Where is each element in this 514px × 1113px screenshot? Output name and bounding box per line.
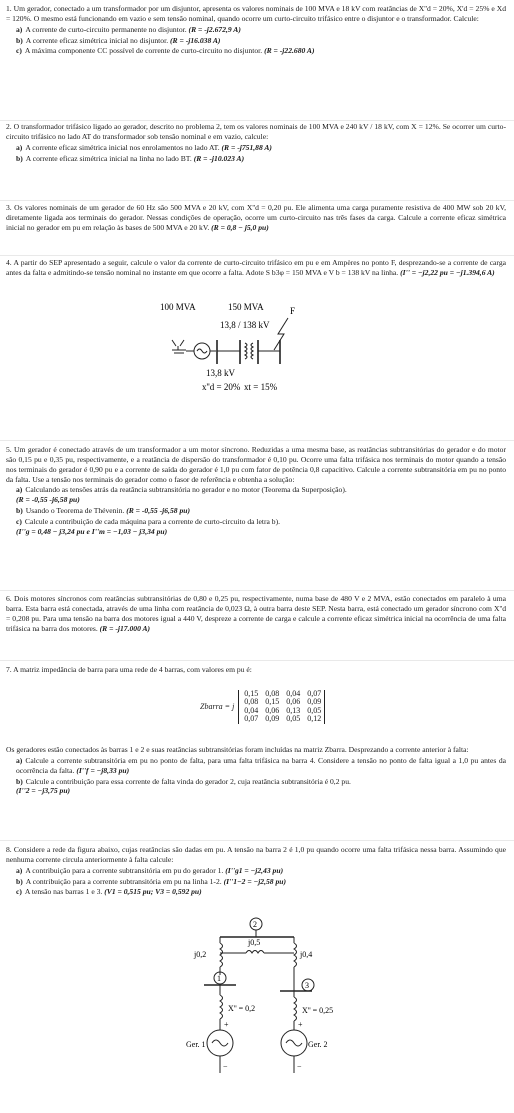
sep-diagram-problem-4 [150,298,370,438]
matrix-row: 0,04 0,06 0,13 0,05 [244,705,322,715]
problem-8-text: 8. Considere a rede da figura abaixo, cujas reatâncias são dadas em pu. A tensão na barra 2 é 1,0 pu quando ocorre uma falta trifásica nessa barra. Assumindo que nenhuma corrente circula anteriormente à falta calcule: [6,845,506,864]
network-diagram-problem-8 [186,915,340,1110]
generator-2-label: Ger. 2 [308,1040,328,1049]
ruled-line [0,440,514,441]
generator-icon [194,343,216,359]
problem-1-text: 1. Um gerador, conectado a um transformador por um disjuntor, apresenta os valores nominais de 100 MVA e 18 kV com reatâncias de X''d = 20%, X'd = 25% e Xd = 120%. O mesmo está funcionando em vazio e sem tensão nominal, quando ocorre um curto-circuito trifásico entre o disjuntor e o transformador. Calcule: [6,4,506,23]
problem-1-item-a: a) A corrente de curto-circuito permanente no disjuntor. (R = -j2.672,9 A) [16,24,241,34]
problem-4-answer: (I'' = −j2,22 pu = −j1.394,6 A) [400,267,495,277]
problem-2-item-a: a) A corrente eficaz simétrica inicial nos enrolamentos no lado AT. (R = -j751,88 A) [16,142,272,152]
problem-6-text: 6. Dois motores síncronos com reatâncias subtransitórias de 0,80 e 0,25 pu, respectivamente, numa base de 480 V e 2 MVA, estão conectados em paralelo à uma barra. Esta barra está conectada, através de uma linha com reatância de 0,023 Ω, à outra barra deste SEP. Nesta barra, está conectado um gerador síncrono com X''d = 0,208 pu. Para uma tensão na barra dos motores igual a 440 V, despreze a corrente de carga e calcule a corrente eficaz simétrica inicial na ocorrência de uma falta trifásica na barra dos motores. [6,594,506,633]
problem-2-text: 2. O transformador trifásico ligado ao gerador, descrito no problema 2, tem os valores nominais de 100 MVA e 240 kV / 18 kV, com X = 12%. Se ocorrer um curto-circuito trifásico no lado AT do transformador sob tensão nominal e em vazio, calcule: [6,122,506,141]
problem-5-item-a: a) Calculando as tensões atrás da reatância subtransitória no gerador e no motor (Teorema da Superposição). (R = -0,55 -j6,58 pu) [16,485,347,505]
generator-2-plus: + [298,1020,303,1029]
problem-7-continued [6,745,506,796]
problem-5-text: 5. Um gerador é conectado através de um transformador a um motor síncrono. Reduzidas a uma mesma base, as reatâncias subtransitórias do gerador e do motor são 0,15 pu e 0,35 pu, respectivamente, e a reatância de dispersão do transformador é 0,10 pu. Ocorre uma falta trifásica nos terminais do motor quando a tensão nos terminais do gerador é 0,90 pu e a corrente de saída do gerador é 1,0 pu com fator de potência 0,8 capacitivo. Calcule a corrente subtransitória em pu no ponto da falta. Use a tensão nos terminais do gerador como o fasor de referência e obtenha a solução: [6,445,506,484]
generator-1-plus: + [224,1020,229,1029]
bus-3-label: 3 [305,981,309,990]
problem-8-item-c: c) A tensão nas barras 1 e 3. (V1 = 0,515 pu; V3 = 0,592 pu) [16,887,202,897]
transformer-icon [240,340,258,364]
problem-4-text: 4. A partir do SEP apresentado a seguir, calcule o valor da corrente de curto-circuito trifásico em pu e em Ampères no ponto F, desprezando-se a corrente de carga antes da falta e admitindo-se tensão nominal no instante em que ocorre a falta. Adote S b3φ = 150 MVA e V b = 138 kV na linha. [6,258,506,277]
problem-3 [6,203,506,233]
problem-1-item-c: c) A máxima componente CC possível de corrente de curto-circuito no disjuntor. (R = -j22.680 A) [16,46,315,56]
inductor-icon [246,951,264,954]
generator-2-minus: − [297,1062,302,1071]
inductor-icon [294,997,297,1021]
matrix-body [238,690,325,724]
bus-2-label: 2 [253,920,257,929]
problem-4 [6,258,506,278]
transformer-voltage-label: 13,8 / 138 kV [220,320,270,330]
ground-icon [172,340,194,353]
ruled-line [0,120,514,121]
problem-7-item-a: a) Calcule a corrente subtransitória em pu no ponto de falta, para uma falta trifásica na barra 4. Considere a tensão no ponto de falta igual a 1,0 pu antes da ocorrência da falta. (I''f = −j8,33 pu) [16,755,506,775]
inductor-icon [220,943,223,967]
inductor-icon [220,995,223,1019]
problem-2 [6,122,506,163]
fault-point-label: F [290,306,296,316]
generator-1-minus: − [223,1062,228,1071]
problem-7-item-b: b) Calcule a contribuição para essa corrente de falta vinda do gerador 2, cuja reatância subtransitória é 0,2 pu. (I''2 = −j3,75 pu) [16,776,351,796]
inductor-icon [294,943,297,967]
generator-1-label: Ger. 1 [186,1040,206,1049]
problem-5 [6,445,506,537]
bus-1-label: 1 [217,974,221,983]
matrix-row: 0,15 0,08 0,04 0,07 [244,689,322,698]
problem-6-answer: (R = -j17.000 A) [99,623,151,633]
generator-rating-label: 100 MVA [160,302,196,312]
problem-1 [6,4,506,56]
problem-7-after-text: Os geradores estão conectados às barras 1 e 2 e suas reatâncias subtransitórias foram incluídas na matriz Zbarra. Desprezando a corrente anterior à falta: [6,745,469,754]
problem-7-text: 7. A matriz impedância de barra para uma rede de 4 barras, com valores em pu é: [6,665,252,674]
transformer-rating-label: 150 MVA [228,302,264,312]
ruled-line [0,590,514,591]
generator-2-reactance: X'' = 0,25 [302,1006,334,1015]
problem-2-item-b: b) A corrente eficaz simétrica inicial na linha no lado BT. (R = -j10.023 A) [16,153,245,163]
problem-8-item-b: b) A contribuição para a corrente subtransitória em pu na linha 1-2. (I''1−2 = −j2,58 pu) [16,876,287,886]
generator-1-reactance: X'' = 0,2 [228,1004,256,1013]
problem-8-item-a: a) A contribuição para a corrente subtransitória em pu do gerador 1. (I''g1 = −j2,43 pu) [16,865,284,875]
matrix-row: 0,07 0,09 0,05 0,12 [244,714,322,724]
transformer-reactance-label: xt = 15% [244,382,278,392]
line-1-2-reactance: j0,5 [248,938,261,947]
problem-1-item-b: b) A corrente eficaz simétrica inicial no disjuntor. (R = -j16.038 A) [16,35,221,45]
impedance-matrix [200,690,325,724]
ruled-line [0,840,514,841]
problem-6 [6,594,506,633]
matrix-label: Zbarra = j [200,701,235,711]
ruled-line [0,200,514,201]
generator-reactance-label: x''d = 20% [202,382,241,392]
problem-5-item-c: c) Calcule a contribuição de cada máquina para a corrente de curto-circuito da letra b). (I''g = 0,48 − j3,24 pu e I''m = −1,03 − j3,34 pu) [16,517,281,536]
problem-7 [6,665,506,675]
ruled-line [0,255,514,256]
bus-voltage-label: 13,8 kV [206,368,235,378]
problem-3-text: 3. Os valores nominais de um gerador de 60 Hz são 500 MVA e 20 kV, com X''d = 0,20 pu. Ele alimenta uma carga puramente resistiva de 400 MW sob 20 kV, diretamente ligada aos terminais do gerador. Nessas condições de operação, ocorre um curto-circuito nas três fases da carga. Calcule a corrente eficaz simétrica inicial no gerador em pu em relação às bases de 500 MVA e 20 kV. [6,203,506,232]
right-reactance: j0,4 [300,950,313,959]
problem-5-item-b: b) Usando o Teorema de Thévenin. (R = -0,55 -j6,58 pu) [16,506,190,516]
ruled-line [0,660,514,661]
problem-8 [6,845,506,897]
left-reactance: j0,2 [194,950,207,959]
problem-3-answer: (R = 0,8 − j5,0 pu) [211,222,269,232]
fault-arrow-icon [274,318,288,350]
matrix-row: 0,08 0,15 0,06 0,09 [244,697,322,707]
